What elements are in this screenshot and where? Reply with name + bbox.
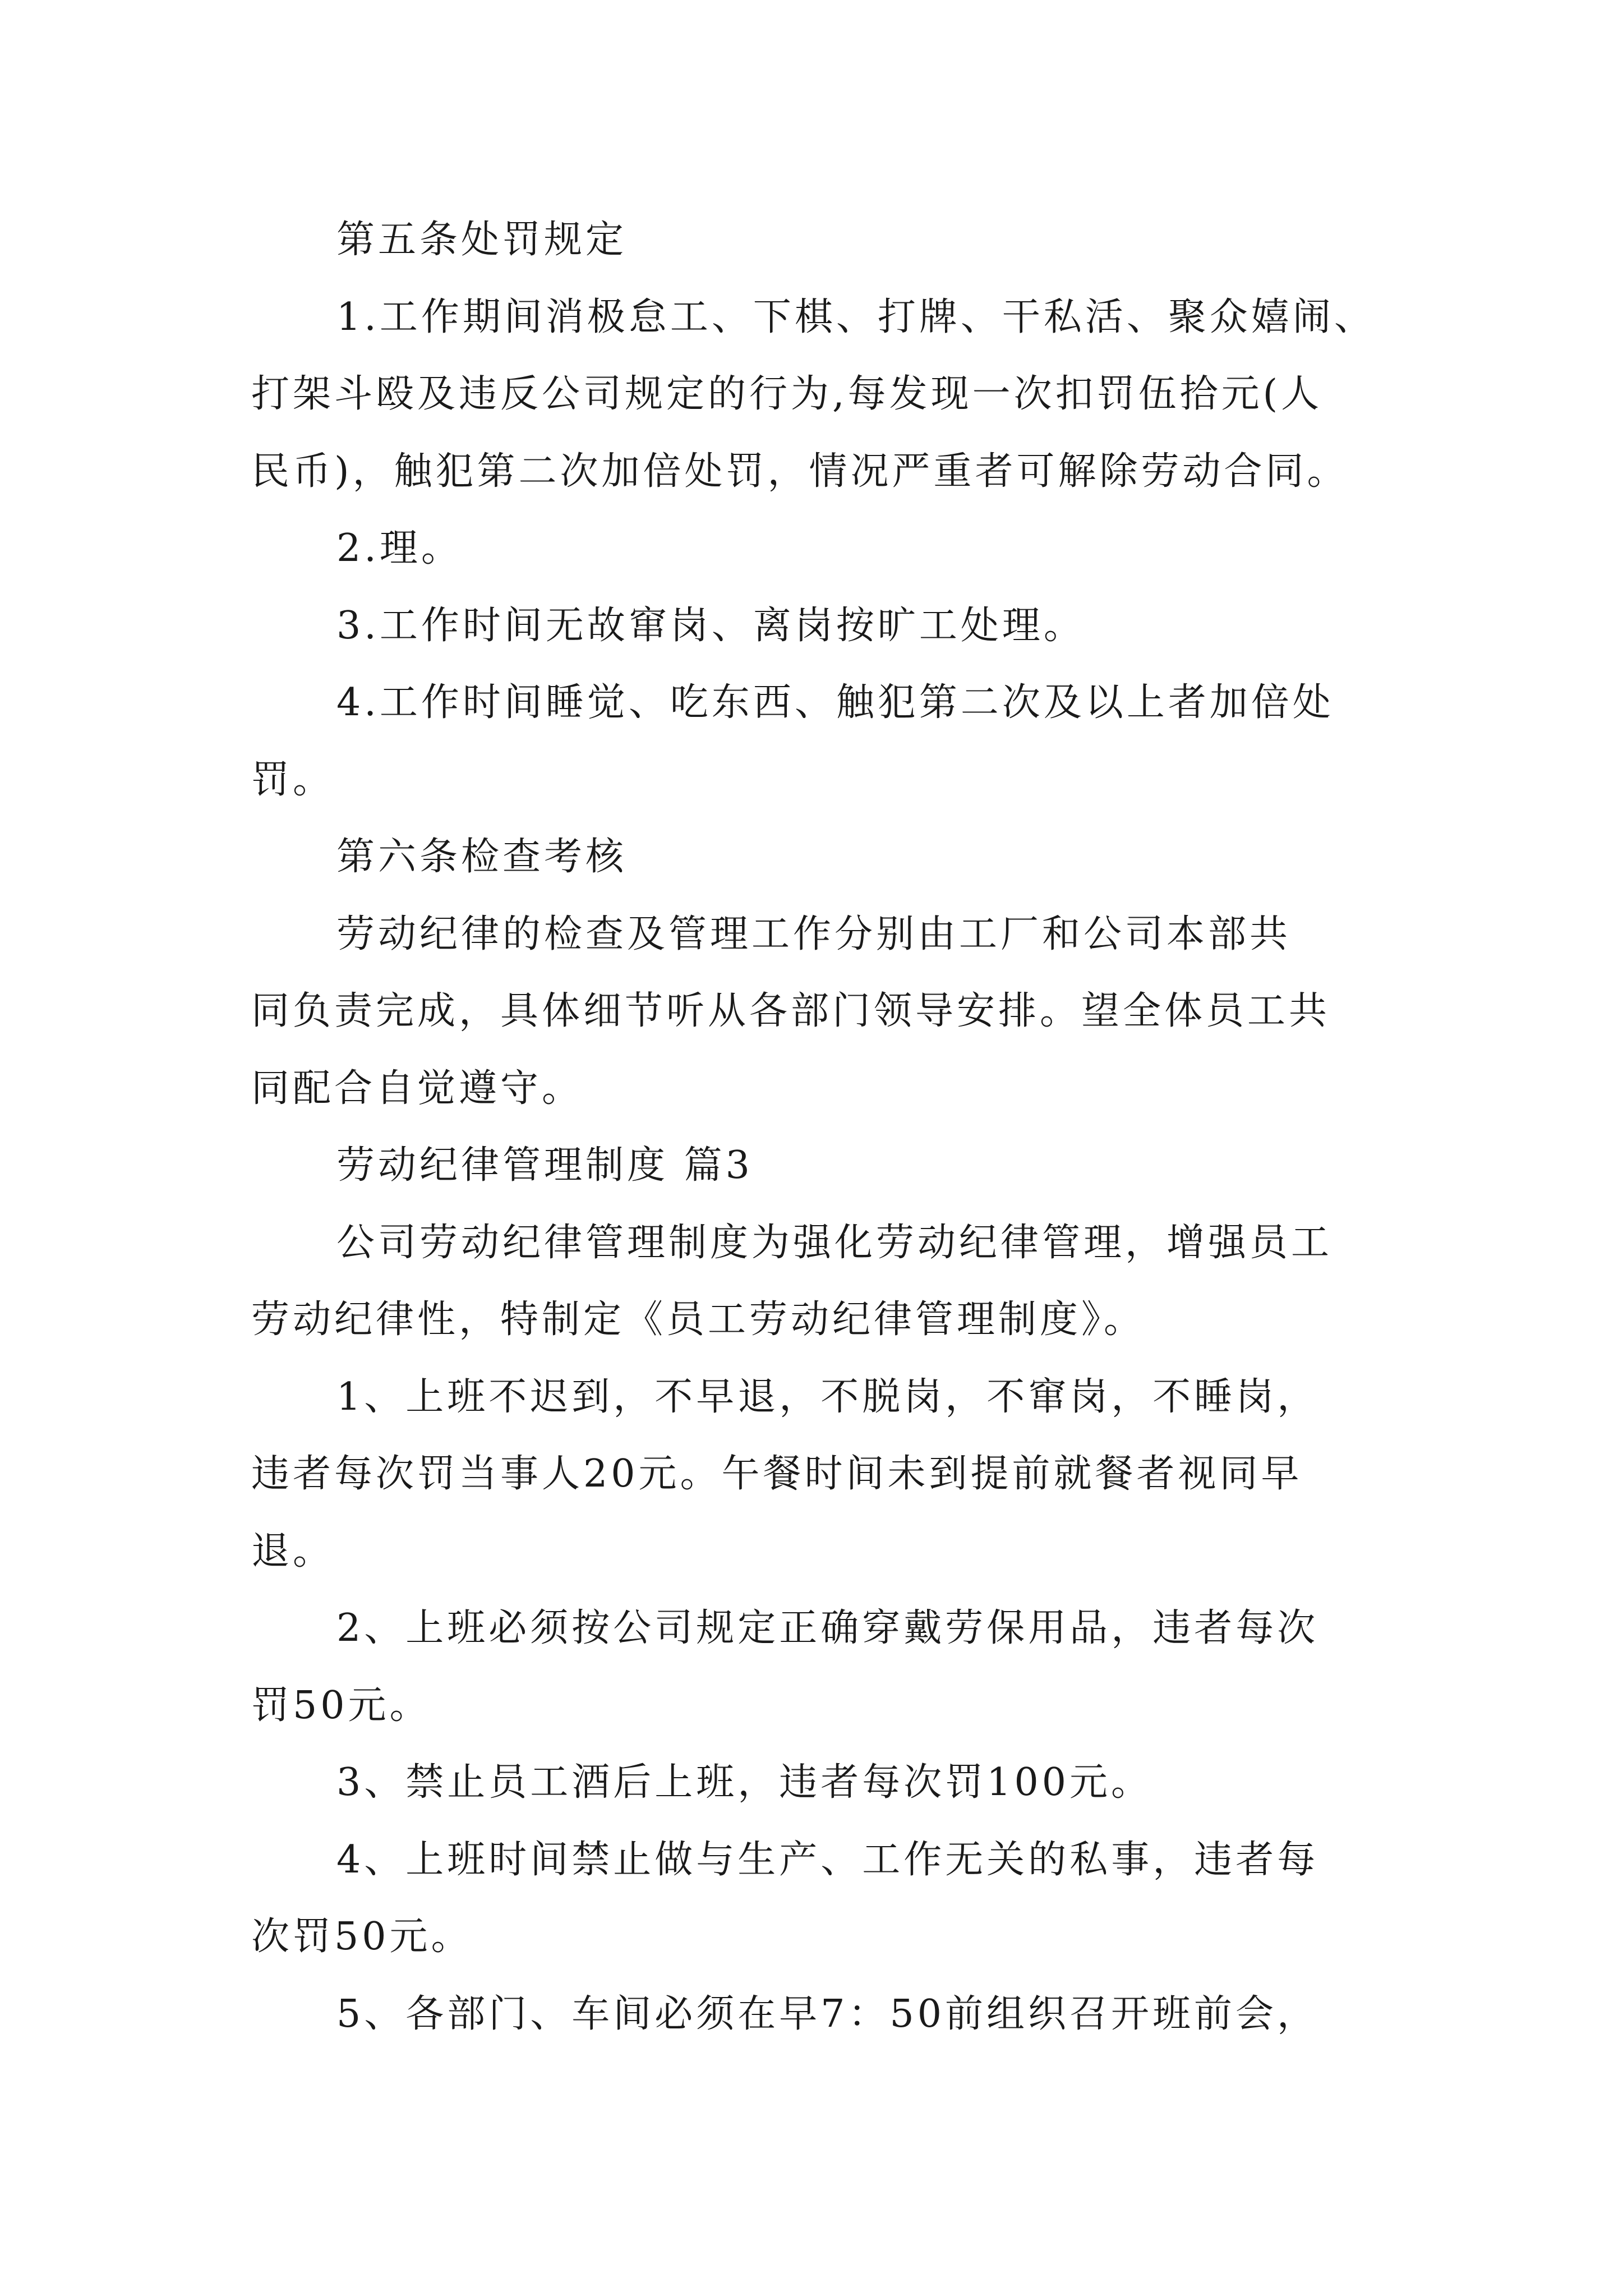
section-heading: 第五条处罚规定	[336, 218, 628, 262]
paragraph-line: 3.工作时间无故窜岗、离岗按旷工处理。	[336, 604, 1085, 648]
paragraph-line: 3、禁止员工酒后上班，违者每次罚100元。	[336, 1760, 1153, 1805]
paragraph-line: 民币)，触犯第二次加倍处罚，情况严重者可解除劳动合同。	[251, 449, 1349, 494]
paragraph-line: 罚。	[251, 758, 335, 802]
paragraph-line: 同负责完成，具体细节听从各部门领导安排。望全体员工共	[251, 989, 1331, 1033]
paragraph-line: 公司劳动纪律管理制度为强化劳动纪律管理，增强员工	[336, 1221, 1333, 1265]
paragraph-line: 违者每次罚当事人20元。午餐时间未到提前就餐者视同早	[251, 1452, 1303, 1496]
paragraph-line: 1.工作期间消极怠工、下棋、打牌、干私活、聚众嬉闹、	[336, 295, 1376, 339]
paragraph-line: 劳动纪律的检查及管理工作分别由工厂和公司本部共	[336, 912, 1292, 956]
paragraph-line: 退。	[251, 1529, 335, 1573]
chapter-title: 劳动纪律管理制度 篇3	[336, 1143, 753, 1188]
paragraph-line: 1、上班不迟到，不早退，不脱岗，不窜岗，不睡岗，	[336, 1375, 1319, 1419]
section-heading: 第六条检查考核	[336, 835, 628, 879]
paragraph-line: 4、上班时间禁止做与生产、工作无关的私事，违者每	[336, 1838, 1319, 1882]
paragraph-line: 5、各部门、车间必须在早7：50前组织召开班前会，	[336, 1992, 1319, 2036]
paragraph-line: 打架斗殴及违反公司规定的行为,每发现一次扣罚伍拾元(人	[251, 372, 1323, 416]
paragraph-line: 劳动纪律性，特制定《员工劳动纪律管理制度》。	[251, 1297, 1146, 1342]
paragraph-line: 2、上班必须按公司规定正确穿戴劳保用品，违者每次	[336, 1606, 1319, 1650]
paragraph-line: 罚50元。	[251, 1683, 431, 1728]
paragraph-line: 2.理。	[336, 526, 463, 570]
paragraph-line: 次罚50元。	[251, 1915, 473, 1959]
paragraph-line: 4.工作时间睡觉、吃东西、触犯第二次及以上者加倍处	[336, 680, 1334, 725]
paragraph-line: 同配合自觉遵守。	[251, 1066, 584, 1111]
